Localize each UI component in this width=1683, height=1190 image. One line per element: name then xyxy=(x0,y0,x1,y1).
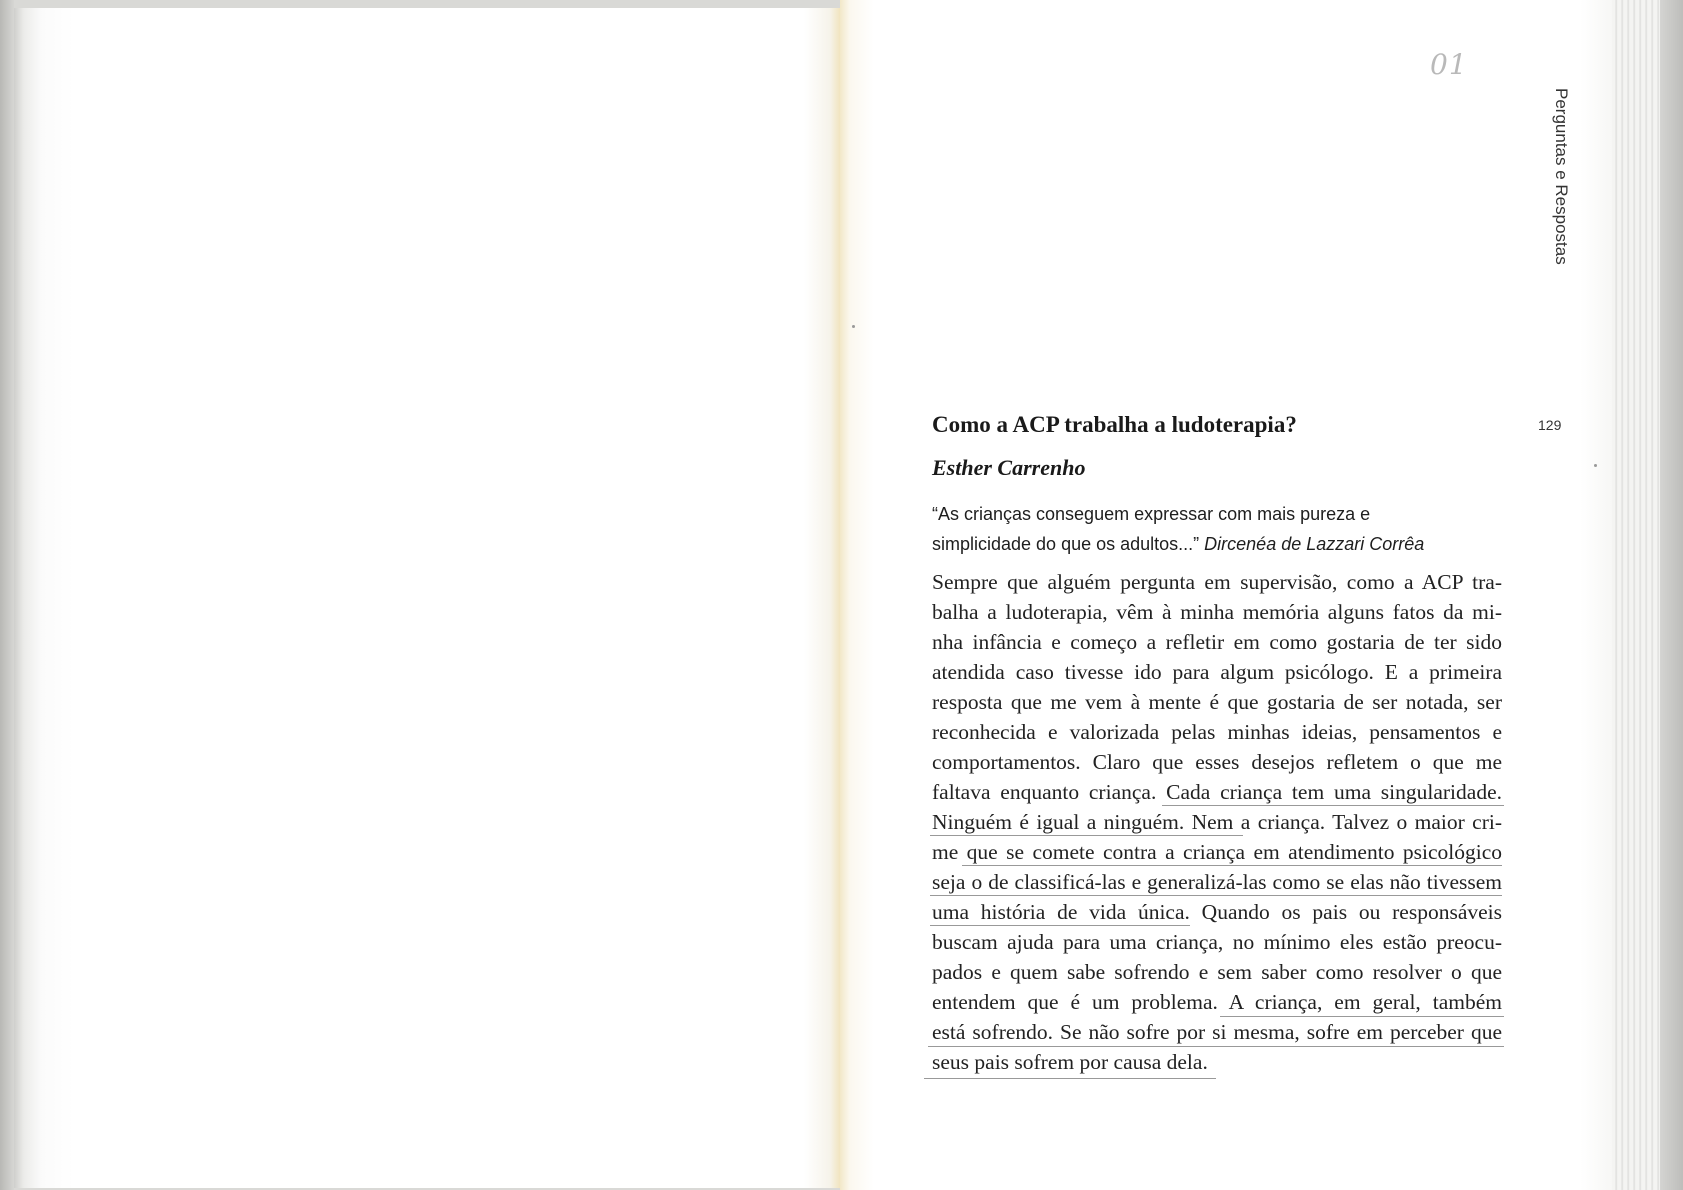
body-line: atendida caso tivesse ido para algum psicólogo. E a primeira xyxy=(932,660,1502,684)
pencil-underline xyxy=(1220,1016,1504,1017)
page-number: 129 xyxy=(1538,417,1562,433)
pencil-underline xyxy=(930,925,1190,926)
body-line: balha a ludoterapia, vêm à minha memória alguns fatos da mi- xyxy=(932,600,1502,624)
pencil-underline xyxy=(962,865,1502,866)
body-paragraph xyxy=(932,567,1502,1077)
body-line: comportamentos. Claro que esses desejos refletem o que me xyxy=(932,750,1502,774)
epigraph-source: Dircenéa de Lazzari Corrêa xyxy=(1204,534,1425,554)
body-line: Sempre que alguém pergunta em supervisão, como a ACP tra- xyxy=(932,570,1502,594)
body-line: faltava enquanto criança. Cada criança tem uma singularidade. xyxy=(932,780,1502,804)
page-stack-shadow xyxy=(1660,0,1683,1190)
body-line: entendem que é um problema. A criança, em geral, também xyxy=(932,990,1502,1014)
body-line: seus pais sofrem por causa dela. xyxy=(932,1050,1208,1074)
body-line: me que se comete contra a criança em atendimento psicológico xyxy=(932,840,1502,864)
body-line: nha infância e começo a refletir em como gostaria de ter sido xyxy=(932,630,1502,654)
epigraph-line-2: simplicidade do que os adultos...” xyxy=(932,534,1200,554)
article-title: Como a ACP trabalha a ludoterapia? xyxy=(932,412,1297,437)
body-line: seja o de classificá-las e generalizá-las como se elas não tivessem xyxy=(932,870,1502,894)
body-line: uma história de vida única. Quando os pais ou responsáveis xyxy=(932,900,1502,924)
pencil-underline xyxy=(924,1078,1216,1079)
body-line: reconhecida e valorizada pelas minhas ideias, pensamentos e xyxy=(932,720,1502,744)
handwritten-page-mark: 01 xyxy=(1430,48,1468,81)
article-author: Esther Carrenho xyxy=(932,455,1086,480)
epigraph xyxy=(932,499,1492,559)
body-line: resposta que me vem à mente é que gostaria de ser notada, ser xyxy=(932,690,1502,714)
pencil-underline xyxy=(930,835,1243,836)
left-binding-edge xyxy=(0,0,14,1190)
scan-speck xyxy=(852,325,855,328)
scan-speck xyxy=(1594,464,1597,467)
left-blank-page xyxy=(14,8,840,1188)
pencil-underline xyxy=(1162,805,1504,806)
pencil-underline xyxy=(928,1046,1504,1047)
body-line: Ninguém é igual a ninguém. Nem a criança. Talvez o maior cri- xyxy=(932,810,1502,834)
body-line: buscam ajuda para uma criança, no mínimo eles estão preocu- xyxy=(932,930,1502,954)
pencil-underline xyxy=(930,895,1502,896)
running-head: Perguntas e Respostas xyxy=(1552,88,1571,265)
epigraph-line-1: “As crianças conseguem expressar com mais pureza e xyxy=(932,504,1371,524)
body-line: está sofrendo. Se não sofre por si mesma, sofre em perceber que xyxy=(932,1020,1502,1044)
body-line: pados e quem sabe sofrendo e sem saber como resolver o que xyxy=(932,960,1502,984)
